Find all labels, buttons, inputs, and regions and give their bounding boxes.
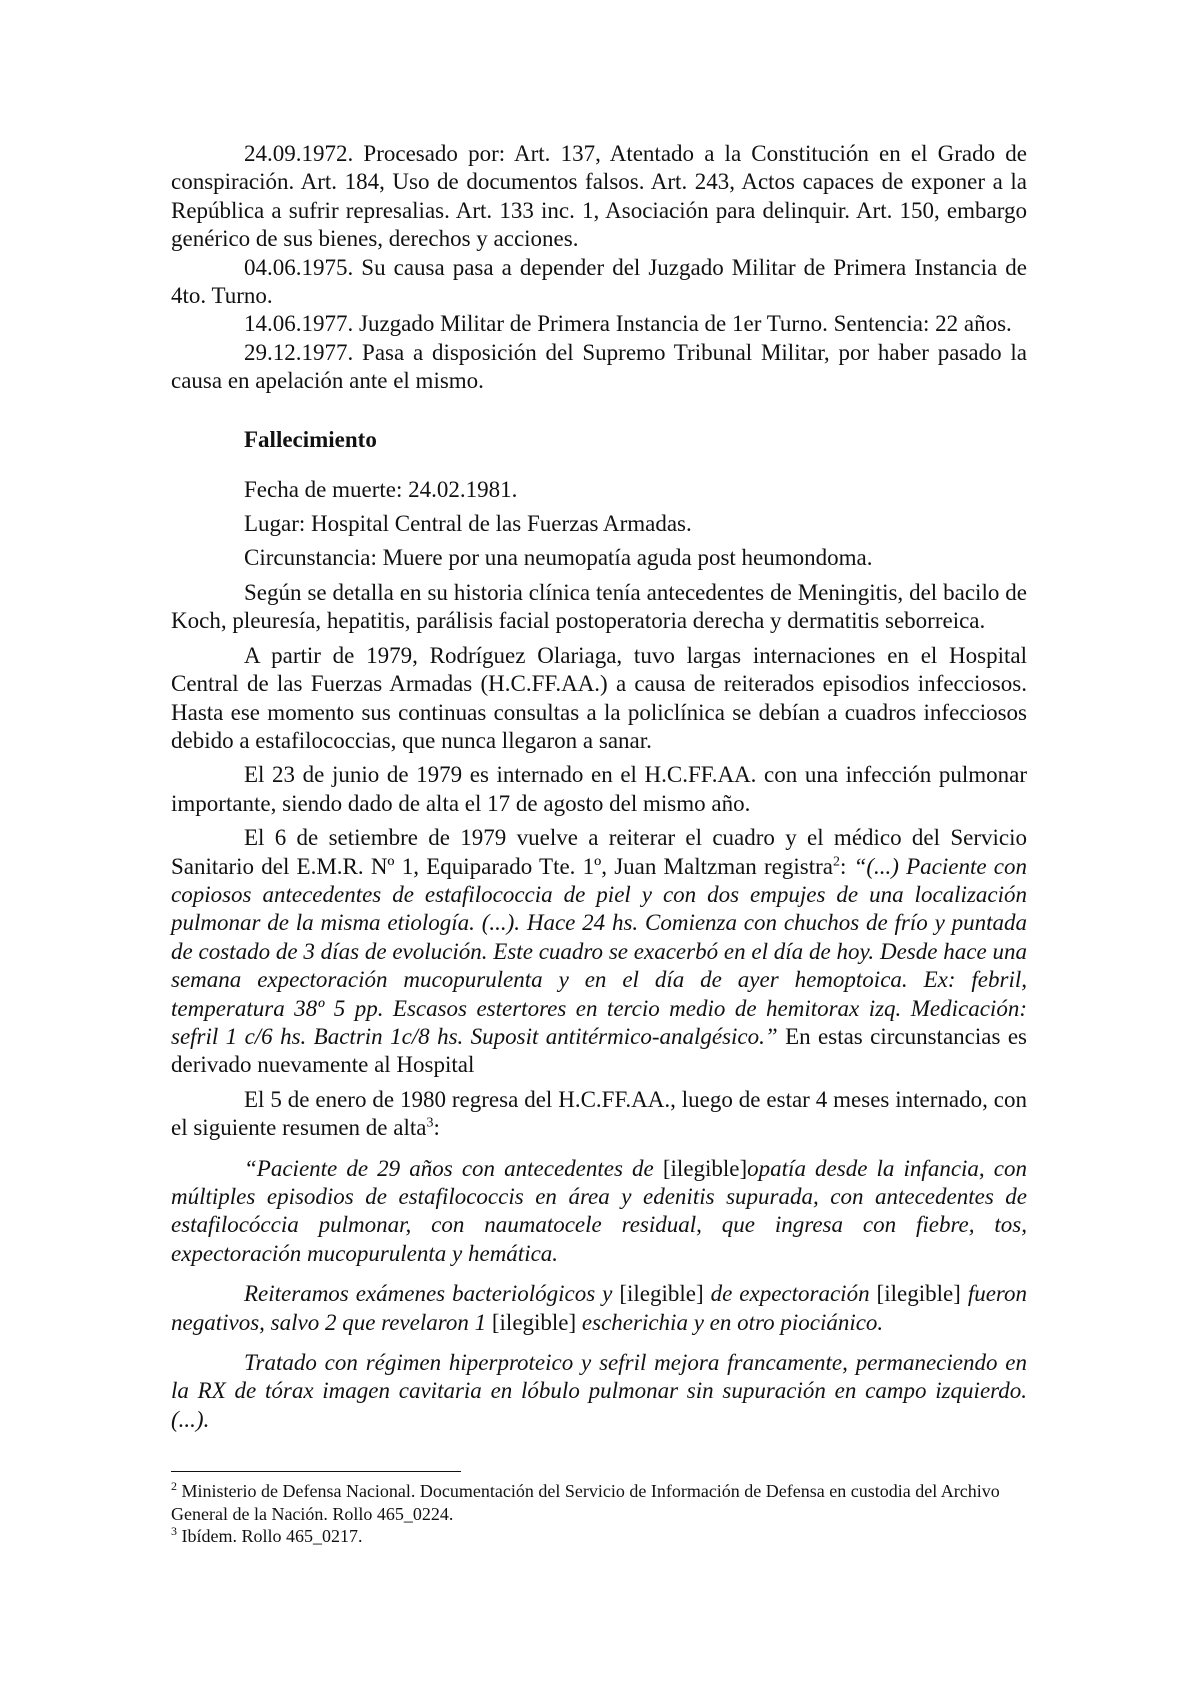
footnote-2 <box>171 1480 1027 1525</box>
death-place: Lugar: Hospital Central de las Fuerzas Armadas. <box>244 511 692 537</box>
text-span: : <box>839 853 854 879</box>
section-heading: Fallecimiento <box>244 426 377 452</box>
illegible-mark: [ilegible] <box>662 1155 748 1181</box>
paragraph-january-1980 <box>171 1086 1027 1143</box>
quote-text: “Paciente de 29 años con antecedentes de <box>244 1155 663 1181</box>
document-page <box>171 140 1027 1434</box>
footnote-mark-2: 2 <box>171 1479 177 1493</box>
quote-paragraph-1 <box>171 1155 1027 1269</box>
text-span: En estas circunstancias es derivado nuevamente al Hospital <box>171 1023 1027 1078</box>
footnote-ref-3[interactable]: 3 <box>426 1115 434 1131</box>
paragraph-internments: A partir de 1979, Rodríguez Olariaga, tuvo largas internaciones en el Hospital Central de las Fuerzas Armadas (H.C.FF.AA.) a causa de reiterados episodios infecciosos. Hasta ese momento sus continuas consultas a la policlínica se debían a cuadros infecciosos debido a estafilococcias, que nunca llegaron a sanar. <box>171 642 1027 753</box>
death-date: Fecha de muerte: 24.02.1981. <box>244 476 518 502</box>
footnotes <box>171 1480 1027 1548</box>
quote-text: fueron negativos, salvo 2 que revelaron 1 <box>171 1281 1028 1335</box>
entry-1977-sentence: 14.06.1977. Juzgado Militar de Primera Instancia de 1er Turno. Sentencia: 22 años. <box>244 311 1012 337</box>
quote-paragraph-2 <box>171 1280 1027 1337</box>
quote-text: Reiteramos exámenes bacteriológicos y <box>244 1281 620 1307</box>
footnote-divider <box>171 1471 461 1472</box>
text-span: : <box>433 1115 440 1141</box>
footnote-mark-3: 3 <box>171 1524 177 1538</box>
illegible-mark: [ilegible] <box>876 1281 961 1307</box>
paragraph-history: Según se detalla en su historia clínica tenía antecedentes de Meningitis, del bacilo de Koch, pleuresía, hepatitis, parálisis facial postoperatoria derecha y dermatitis seborreica. <box>171 579 1027 634</box>
entry-1972: 24.09.1972. Procesado por: Art. 137, Atentado a la Constitución en el Grado de conspiración. Art. 184, Uso de documentos falsos. Art. 243, Actos capaces de exponer a la República a sufrir represalias. Art. 133 inc. 1, Asociación para delinquir. Art. 150, embargo genérico de sus bienes, derechos y acciones. <box>171 141 1027 252</box>
medical-quote: “(...) Paciente con copiosos antecedentes de estafilococcia de piel y con dos empujes de una localización pulmonar de la misma etiología. (...). Hace 24 hs. Comienza con chuchos de frío y puntada de costado de 3 días de evolución. Este cuadro se exacerbó en el día de hoy. Desde hace una semana expectoración mucopurulenta y en el día de ayer hemoptoica. Ex: febril, temperatura 38º 5 pp. Escasos estertores en tercio medio de hemitorax izq. Medicación: sefril 1 c/6 hs. Bactrin 1c/8 hs. Suposit antitérmico-analgésico.” <box>171 853 1027 1049</box>
illegible-mark: [ilegible] <box>619 1281 704 1307</box>
quote-paragraph-3 <box>171 1349 1027 1434</box>
illegible-mark: [ilegible] <box>491 1309 577 1335</box>
quote-text: Tratado con régimen hiperproteico y sefril mejora francamente, permaneciendo en la RX de tórax imagen cavitaria en lóbulo pulmonar sin supuración en campo izquierdo. (...). <box>171 1350 1027 1432</box>
text-span: El 5 de enero de 1980 regresa del H.C.FF.AA., luego de estar 4 meses internado, con el siguiente resumen de alta <box>171 1086 1027 1141</box>
text-span: El 6 de setiembre de 1979 vuelve a reiterar el cuadro y el médico del Servicio Sanitario del E.M.R. Nº 1, Equiparado Tte. 1º, Juan Maltzman registra <box>171 825 1027 879</box>
death-circumstance: Circunstancia: Muere por una neumopatía aguda post heumondoma. <box>244 545 873 571</box>
footnote-3 <box>171 1525 1027 1548</box>
entry-1975: 04.06.1975. Su causa pasa a depender del Juzgado Militar de Primera Instancia de 4to. Turno. <box>171 254 1027 309</box>
footnote-text: Ibídem. Rollo 465_0217. <box>177 1526 363 1546</box>
paragraph-june-1979: El 23 de junio de 1979 es internado en el H.C.FF.AA. con una infección pulmonar importante, siendo dado de alta el 17 de agosto del mismo año. <box>171 762 1027 816</box>
entry-1977-appeal: 29.12.1977. Pasa a disposición del Supremo Tribunal Militar, por haber pasado la causa en apelación ante el mismo. <box>171 339 1027 394</box>
paragraph-september-1979 <box>171 824 1027 1080</box>
quote-text: de expectoración <box>703 1281 877 1307</box>
footnote-ref-2[interactable]: 2 <box>832 853 840 869</box>
quote-text: escherichia y en otro piociánico. <box>576 1309 884 1335</box>
quote-text: opatía desde la infancia, con múltiples episodios de estafilococcis en área y edenitis supurada, con antecedentes de estafilocóccia pulmonar, con naumatocele residual, que ingresa con fiebre, tos, expectoración mucopurulenta y hemática. <box>171 1155 1027 1266</box>
footnote-text: Ministerio de Defensa Nacional. Documentación del Servicio de Información de Defensa en custodia del Archivo General de la Nación. Rollo 465_0224. <box>171 1481 1000 1524</box>
